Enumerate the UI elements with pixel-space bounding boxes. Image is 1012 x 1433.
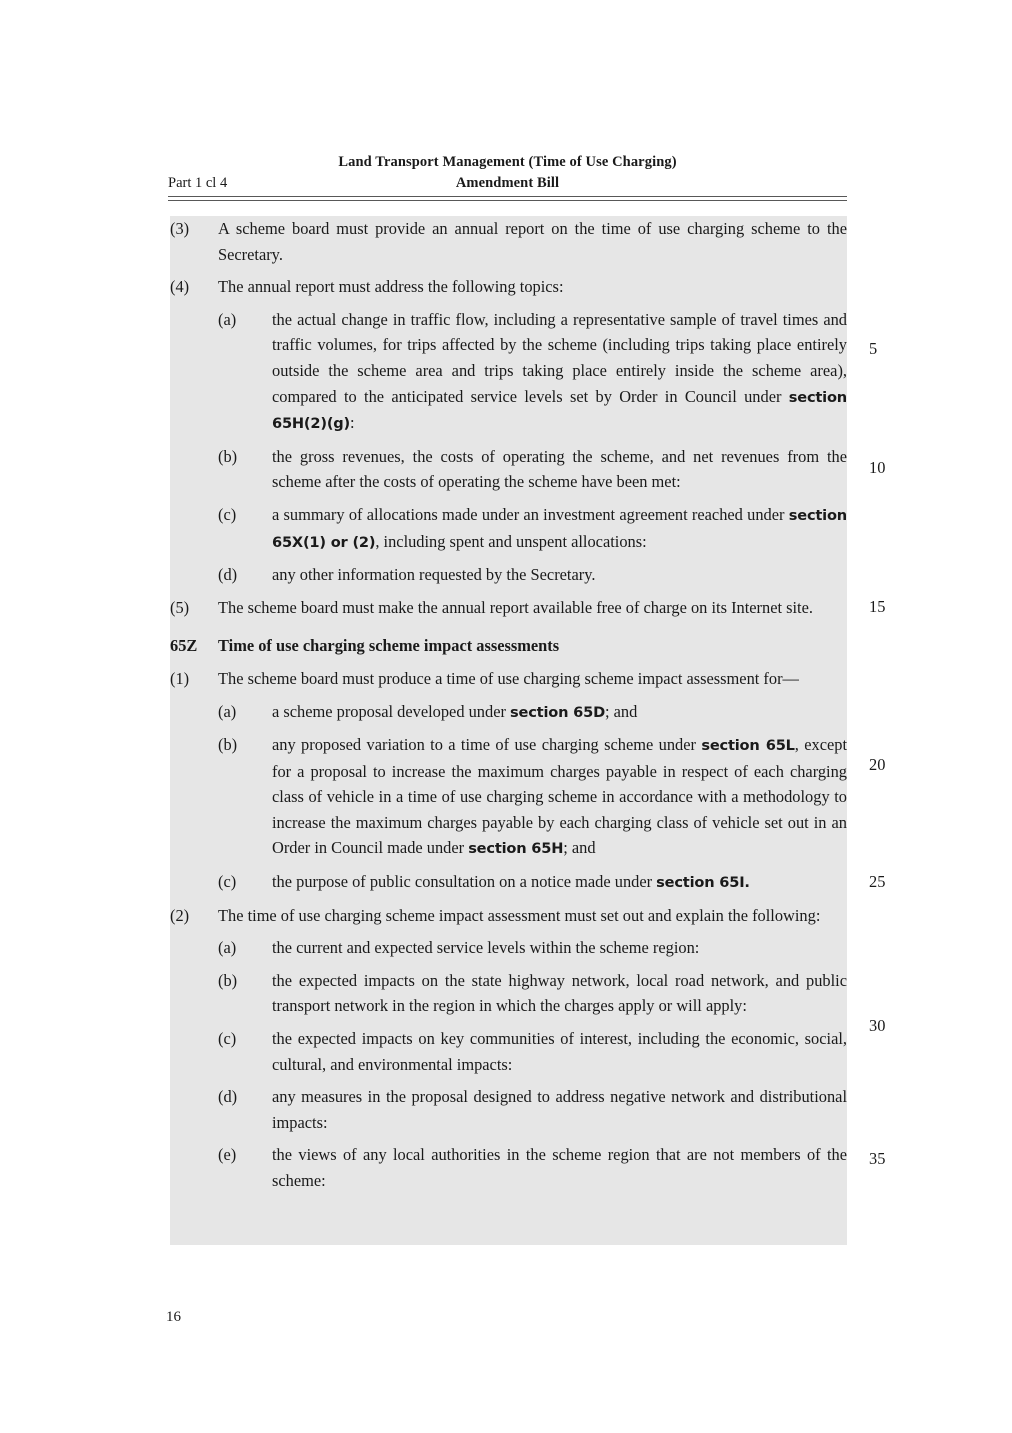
line-number: 5 [869,339,878,358]
paragraph-item [170,935,847,961]
clause-marker: (d) [218,1087,238,1107]
subsection [170,666,847,692]
clause-text [272,444,847,495]
paragraph-item [170,1084,847,1135]
clause-text [272,502,847,555]
subsection [170,216,847,267]
clause-text-segment: the current and expected service levels within the scheme region: [272,938,700,958]
clause-marker: (1) [170,668,190,688]
paragraph-spacer [170,961,847,968]
line-number: 25 [869,872,886,891]
clause-text-segment: the gross revenues, the costs of operating the scheme, and net revenues from the scheme after the costs of operating the scheme have been met: [272,446,847,492]
header-title-line2: Amendment Bill [455,175,560,191]
clause-marker: (5) [170,597,190,617]
clause-text-segment: ; and [604,701,638,721]
clause-text [272,562,847,588]
clause-text [272,1026,847,1077]
clause-text-segment: any measures in the proposal designed to address negative network and distributional impacts: [272,1087,847,1132]
clause-marker: (e) [218,1145,237,1165]
paragraph-spacer [170,267,847,274]
clause-marker: (b) [218,970,238,990]
paragraph-spacer [170,659,847,666]
clause-text [272,1084,847,1135]
paragraph-spacer [170,725,847,732]
clause-text-segment: ; and [563,838,596,858]
clause-text [272,699,847,726]
clause-text-segment: The scheme board must produce a time of use charging scheme impact assessment for— [218,668,799,688]
clause-text [218,633,847,659]
section-cross-reference[interactable]: section 65I. [656,874,750,892]
clause-text-segment: The annual report must address the following topics: [218,277,564,297]
clause-text [272,968,847,1019]
header-divider-rule [168,196,847,201]
paragraph-spacer [170,692,847,699]
clause-text [272,732,847,862]
line-number: 20 [869,755,886,774]
subsection [170,595,847,621]
paragraph-item [170,869,847,896]
clause-marker: (c) [218,1029,237,1049]
clause-text-segment: any proposed variation to a time of use charging scheme under [272,735,702,755]
clause-text-segment: the actual change in traffic flow, including a representative sample of travel times and traffic volumes, for trips affected by the scheme (including trips taking place entirely outside the scheme area and trips taking place entirely inside the scheme area), compared to the anticipated service levels set by Order in Council under [272,309,847,406]
header-part-clause: Part 1 cl 4 [168,175,228,191]
clause-text [272,935,847,961]
clause-text [272,1142,847,1193]
clause-marker: (a) [218,938,237,958]
paragraph-spacer [170,555,847,562]
paragraph-spacer [170,1135,847,1142]
clause-text-segment: any other information requested by the Secretary. [272,565,596,585]
clause-text-segment: the expected impacts on the state highway network, local road network, and public transport network in the region in which the charges apply or will apply: [272,970,847,1016]
paragraph-spacer [170,620,847,633]
page-number: 16 [166,1309,181,1325]
section-cross-reference[interactable]: section 65X(1) or (2) [272,506,847,551]
clause-marker: (d) [218,565,238,585]
section-heading [170,633,847,659]
paragraph-spacer [170,1077,847,1084]
section-cross-reference[interactable]: section 65H [468,840,564,858]
clause-text-segment: a summary of allocations made under an investment agreement reached under [272,504,789,524]
clause-marker: (b) [218,735,238,755]
paragraph-item [170,307,847,437]
line-number: 10 [869,458,886,477]
clause-marker: (4) [170,277,190,297]
paragraph-spacer [170,862,847,869]
clause-marker: (2) [170,905,190,925]
line-number: 15 [869,597,886,616]
clause-marker: (c) [218,872,237,892]
paragraph-item [170,1026,847,1077]
document-body [170,216,847,1194]
clause-text-segment: , including spent and unspent allocations: [375,531,647,551]
clause-text [272,869,847,896]
paragraph-spacer [170,928,847,935]
clause-text [218,216,847,267]
running-header [168,152,847,196]
paragraph-item [170,444,847,495]
paragraph-item [170,562,847,588]
paragraph-spacer [170,300,847,307]
clause-text-segment: the views of any local authorities in the scheme region that are not members of the scheme: [272,1145,847,1190]
clause-text [272,307,847,437]
subsection [170,274,847,300]
clause-text-segment: , except for a proposal to increase the maximum charges payable in respect of each charging class of vehicle in a time of use charging scheme in accordance with a methodology to increase the maximum charges payable by each charging class of vehicle set out in an Order in Council made under [272,735,847,858]
header-title-line1: Land Transport Management (Time of Use Charging) [338,154,677,170]
line-number: 30 [869,1016,886,1035]
section-cross-reference[interactable]: section 65L [701,737,795,755]
clause-text [218,666,847,692]
clause-text-segment: a scheme proposal developed under [272,701,511,721]
clause-marker: (a) [218,309,237,329]
clause-text-segment: : [350,413,355,433]
clause-text [218,595,847,621]
paragraph-item [170,732,847,862]
paragraph-spacer [170,495,847,502]
clause-text-segment: the expected impacts on key communities of interest, including the economic, social, cultural, and environmental impacts: [272,1029,847,1074]
clause-text-segment: the purpose of public consultation on a notice made under [272,872,657,892]
subsection [170,903,847,929]
paragraph-item [170,968,847,1019]
paragraph-spacer [170,437,847,444]
clause-marker: (b) [218,446,238,466]
paragraph-item [170,699,847,726]
clause-text [218,274,847,300]
line-number: 35 [869,1149,886,1168]
paragraph-spacer [170,588,847,595]
clause-text-segment: A scheme board must provide an annual report on the time of use charging scheme to the Secretary. [218,219,847,264]
section-cross-reference[interactable]: section 65D [510,703,605,721]
clause-marker: (c) [218,504,237,524]
clause-text-segment: Time of use charging scheme impact assessments [218,636,560,656]
clause-text [218,903,847,929]
paragraph-spacer [170,896,847,903]
paragraph-item [170,502,847,555]
clause-marker: 65Z [170,636,198,656]
paragraph-spacer [170,1019,847,1026]
clause-marker: (a) [218,701,237,721]
paragraph-item [170,1142,847,1193]
clause-text-segment: The scheme board must make the annual report available free of charge on its Internet site. [218,597,813,617]
section-cross-reference[interactable]: section 65H(2)(g) [272,388,847,433]
clause-marker: (3) [170,219,190,238]
clause-text-segment: The time of use charging scheme impact assessment must set out and explain the following: [218,905,821,925]
